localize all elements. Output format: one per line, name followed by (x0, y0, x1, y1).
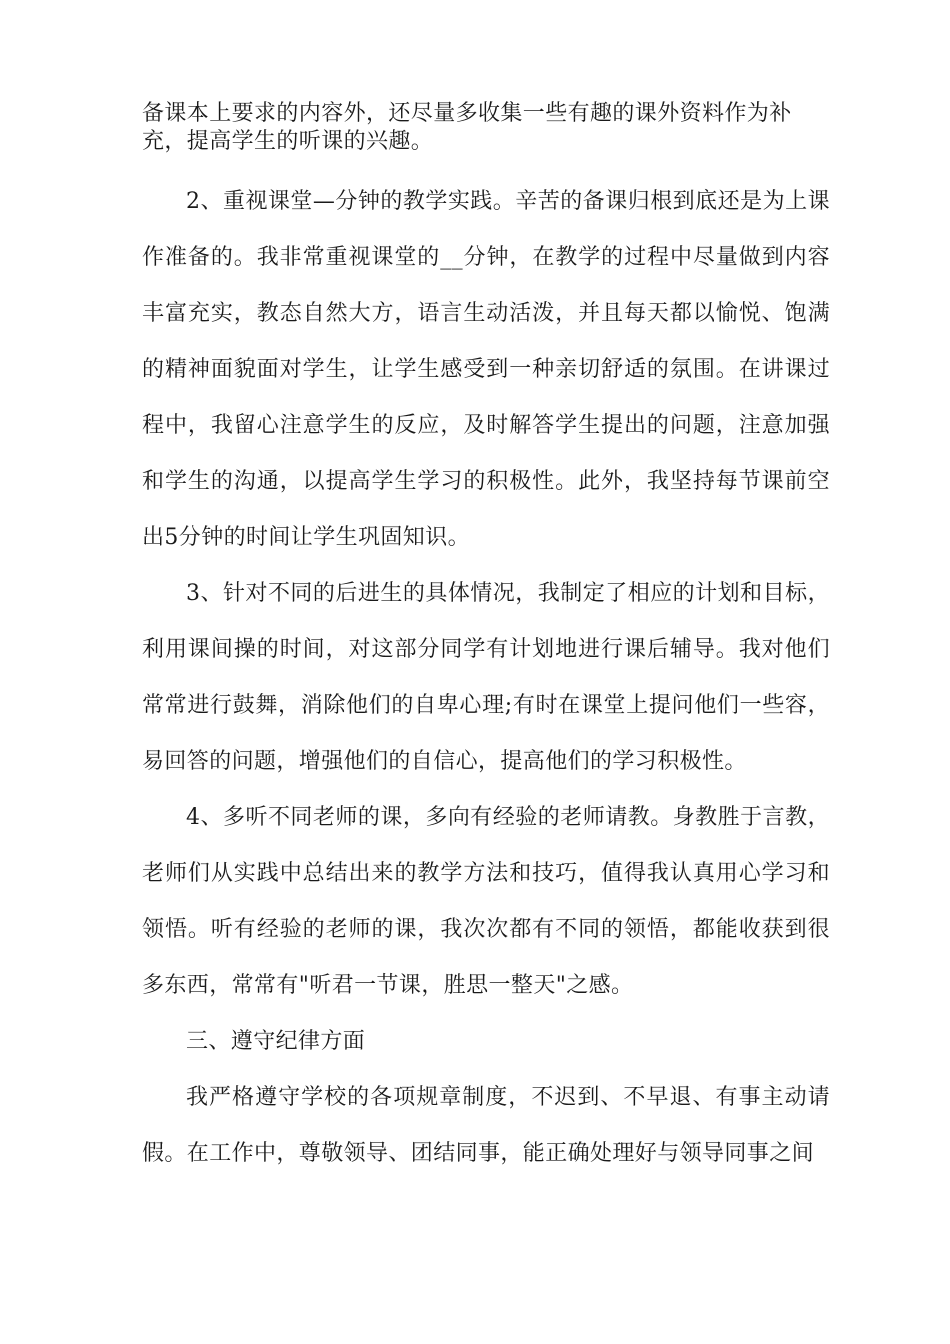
opening-line-2: 充，提高学生的听课的兴趣。 (142, 129, 434, 154)
paragraph-3: 3、针对不同的后进生的具体情况，我制定了相应的计划和目标，利用课间操的时间，对这部分同学有计划地进行课后辅导。我对他们常常进行鼓舞，消除他们的自卑心理;有时在课堂上提问他们一些容，易回答的问题，增强他们的自信心，提高他们的学习积极性。 (142, 581, 830, 774)
paragraph-2: 2、重视课堂—分钟的教学实践。辛苦的备课归根到底还是为上课作准备的。我非常重视课堂的__分钟，在教学的过程中尽量做到内容丰富充实，教态自然大方，语言生动活泼，并且每天都以愉悦、饱满的精神面貌面对学生，让学生感受到一种亲切舒适的氛围。在讲课过程中，我留心注意学生的反应，及时解答学生提出的问题，注意加强和学生的沟通，以提高学生学习的积极性。此外，我坚持每节课前空出5分钟的时间让学生巩固知识。 (142, 189, 830, 550)
paragraph-4: 4、多听不同老师的课，多向有经验的老师请教。身教胜于言教，老师们从实践中总结出来的教学方法和技巧，值得我认真用心学习和领悟。听有经验的老师的课，我次次都有不同的领悟，都能收获到很多东西，常常有"听君一节课，胜思一整天"之感。 (142, 805, 830, 998)
paragraph-discipline: 我严格遵守学校的各项规章制度，不迟到、不早退、有事主动请假。在工作中，尊敬领导、团结同事，能正确处理好与领导同事之间 (142, 1085, 830, 1166)
section-heading: 三、遵守纪律方面 (186, 1029, 366, 1054)
document-body (142, 100, 830, 1182)
opening-line-1: 备课本上要求的内容外，还尽量多收集一些有趣的课外资料作为补 (142, 101, 792, 126)
